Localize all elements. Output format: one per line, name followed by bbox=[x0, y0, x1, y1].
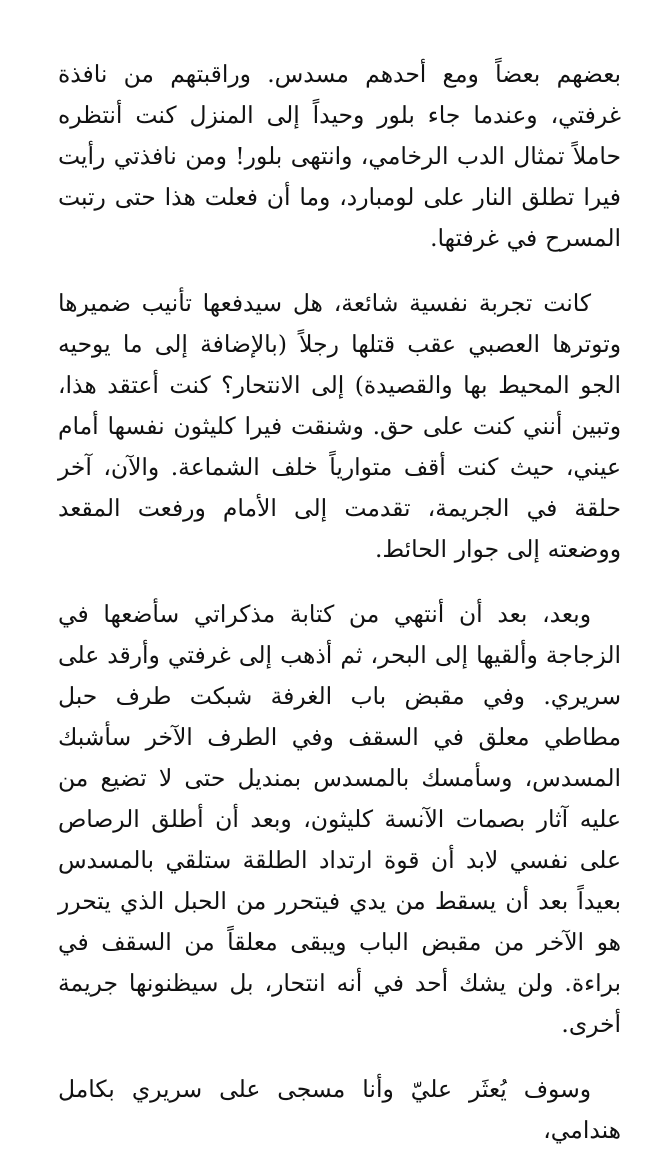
paragraph-2: كانت تجربة نفسية شائعة، هل سيدفعها تأنيب ضميرها وتوترها العصبي عقب قتلها رجلاً (بالإضافة إلى ما يوحيه الجو المحيط بها والقصيدة) إلى الانتحار؟ كنت أعتقد هذا، وتبين أنني كنت على حق. وشنقت فيرا كليثون نفسها أمام عيني، حيث كنت أقف متوارياً خلف الشماعة. والآن، آخر حلقة في الجريمة، تقدمت إلى الأمام ورفعت المقعد ووضعته إلى جوار الحائط. bbox=[58, 289, 621, 563]
paragraph-4: وسوف يُعثَر عليّ وأنا مسجى على سريري بكامل هندامي، bbox=[58, 1075, 621, 1144]
paragraph-1: بعضهم بعضاً ومع أحدهم مسدس. وراقبتهم من نافذة غرفتي، وعندما جاء بلور وحيداً إلى المنزل كنت أنتظره حاملاً تمثال الدب الرخامي، وانتهى بلور! ومن نافذتي رأيت فيرا تطلق النار على لومبارد، وما أن فعلت هذا حتى رتبت المسرح في غرفتها. bbox=[58, 60, 621, 252]
paragraph-3: وبعد، بعد أن أنتهي من كتابة مذكراتي سأضعها في الزجاجة وألقيها إلى البحر، ثم أذهب إلى غرفتي وأرقد على سريري. وفي مقبض باب الغرفة شبكت طرف حبل مطاطي معلق في السقف وفي الطرف الآخر سأشبك المسدس، وسأمسك بالمسدس بمنديل حتى لا تضيع من عليه آثار بصمات الآنسة كليثون، وبعد أن أطلق الرصاص على نفسي لابد أن قوة ارتداد الطلقة ستلقي بالمسدس بعيداً بعد أن يسقط من يدي فيتحرر من الحبل الذي يتحرر هو الآخر من مقبض الباب ويبقى معلقاً من السقف في براءة. ولن يشك أحد في أنه انتحار، بل سيظنونها جريمة أخرى. bbox=[58, 600, 621, 1038]
